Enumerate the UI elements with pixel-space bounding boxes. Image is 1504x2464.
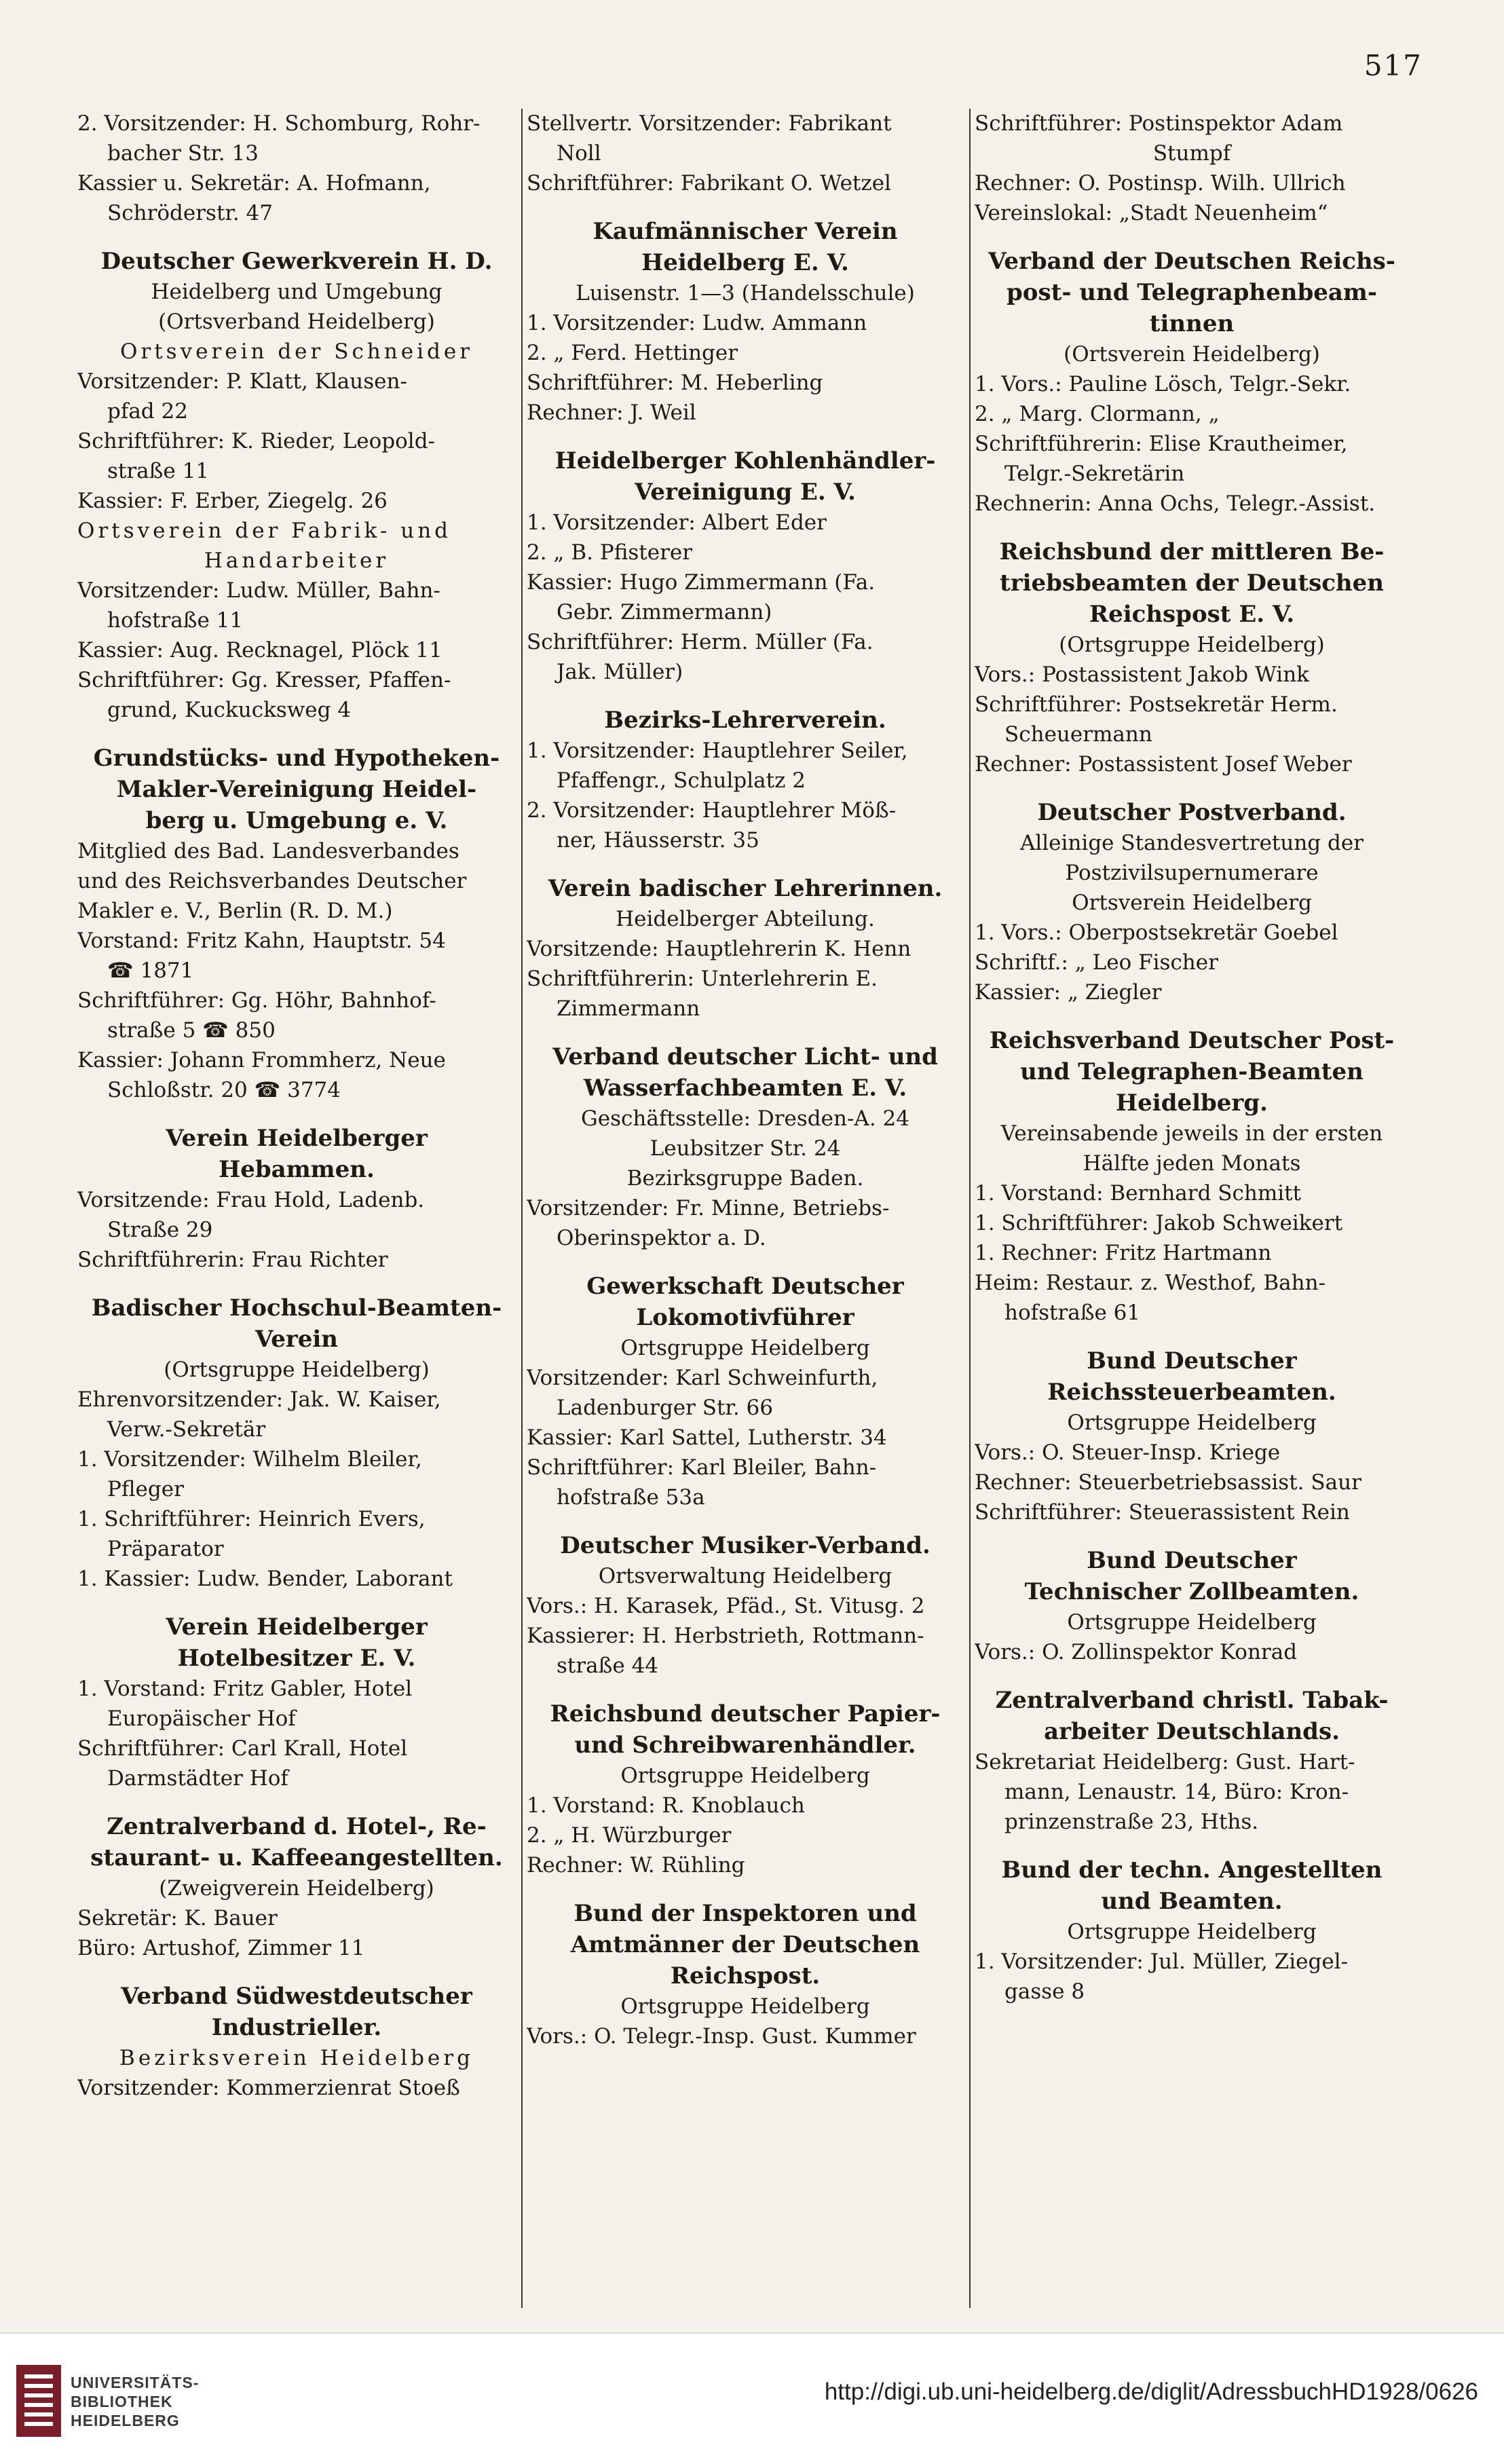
entry-line: Vorsitzende: Frau Hold, Ladenb. [77, 1188, 425, 1212]
entry-line: Büro: Artushof, Zimmer 11 [77, 1936, 365, 1960]
entry-heading: Amtmänner der Deutschen [570, 1931, 920, 1958]
entry-heading: Reichspost E. V. [1089, 601, 1295, 628]
entry-line: Sekretariat Heidelberg: Gust. Hart- [975, 1750, 1355, 1774]
entry-line: Makler e. V., Berlin (R. D. M.) [77, 899, 393, 923]
entry-line: Vorstand: Fritz Kahn, Hauptstr. 54 [77, 929, 446, 953]
entry-line: Ortsgruppe Heidelberg [620, 1336, 870, 1360]
entry-line: Kassier: Aug. Recknagel, Plöck 11 [77, 638, 443, 662]
entry-line: Bezirksverein Heidelberg [119, 2046, 474, 2070]
entry-heading: Bund der techn. Angestellten [1001, 1856, 1383, 1884]
entry-line: Stellvertr. Vorsitzender: Fabrikant [527, 111, 892, 136]
directory-columns [73, 109, 1414, 2308]
entry-line: 1. Vorsitzender: Hauptlehrer Seiler, [527, 739, 908, 763]
entry-line: 1. Kassier: Ludw. Bender, Laborant [77, 1567, 453, 1591]
entry-line: Ortsverein der Schneider [119, 339, 474, 364]
entry-heading: Reichsverband Deutscher Post- [989, 1027, 1395, 1054]
entry-line: Kassier: Karl Sattel, Lutherstr. 34 [527, 1425, 887, 1450]
entry-line: Schriftführer: Carl Krall, Hotel [77, 1736, 408, 1761]
university-library-logo-icon [15, 2364, 62, 2438]
entry-line: (Ortsverein Heidelberg) [1064, 342, 1320, 367]
entry-line: und des Reichsverbandes Deutscher [77, 869, 467, 893]
entry-heading: Gewerkschaft Deutscher [586, 1273, 904, 1300]
entry-line: Schriftführer: Postsekretär Herm. [975, 692, 1338, 717]
entry-line: Präparator [107, 1537, 224, 1561]
entry-heading: Kaufmännischer Verein [593, 218, 898, 245]
entry-line: 1. Vorsitzender: Albert Eder [527, 510, 827, 535]
entry-line: Noll [557, 141, 601, 166]
entry-line: Schriftführer: Gg. Kresser, Pfaffen- [77, 668, 451, 692]
entry-line: hofstraße 11 [107, 608, 244, 633]
entry-line: gasse 8 [1004, 1979, 1085, 2004]
entry-line: Luisenstr. 1—3 (Handelsschule) [576, 281, 915, 305]
page-number: 517 [1364, 49, 1423, 82]
entry-line: Ladenburger Str. 66 [557, 1396, 773, 1420]
entry-heading: Verband Südwestdeutscher [121, 1983, 472, 2010]
entry-heading: Badischer Hochschul-Beamten- [91, 1294, 502, 1322]
entry-heading: und Schreibwarenhändler. [574, 1732, 916, 1759]
entry-line: Vorsitzender: Fr. Minne, Betriebs- [527, 1196, 890, 1220]
entry-line: Ehrenvorsitzender: Jak. W. Kaiser, [77, 1387, 441, 1412]
entry-line: Schriftführer: Herm. Müller (Fa. [527, 630, 873, 654]
entry-line: 1. Vorstand: R. Knoblauch [527, 1793, 805, 1818]
entry-line: 2. „ Ferd. Hettinger [527, 341, 738, 365]
column-left [73, 109, 521, 2308]
entry-line: hofstraße 53a [557, 1485, 705, 1510]
entry-heading: staurant- u. Kaffeeangestellten. [90, 1844, 503, 1871]
entry-line: Schriftführer: Steuerassistent Rein [975, 1500, 1350, 1525]
entry-heading: post- und Telegraphenbeam- [1007, 279, 1377, 306]
entry-line: Darmstädter Hof [107, 1766, 288, 1791]
entry-line: straße 44 [557, 1654, 659, 1678]
entry-heading: Lokomotivführer [636, 1304, 854, 1331]
entry-heading: Vereinigung E. V. [635, 479, 856, 506]
footer-bar [0, 2332, 1504, 2464]
entry-line: Vors.: H. Karasek, Pfäd., St. Vitusg. 2 [527, 1594, 925, 1618]
entry-line: 1. Vorsitzender: Jul. Müller, Ziegel- [975, 1949, 1349, 1974]
entry-line: Vorsitzender: Kommerzienrat Stoeß [77, 2076, 460, 2100]
entry-line: Zimmermann [557, 996, 700, 1021]
entry-line: prinzenstraße 23, Hths. [1004, 1810, 1259, 1834]
entry-line: Ortsgruppe Heidelberg [1067, 1610, 1317, 1635]
entry-line: Vereinsabende jeweils in der ersten [1000, 1121, 1383, 1146]
entry-heading: Verein Heidelberger [166, 1125, 428, 1152]
entry-line: (Zweigverein Heidelberg) [159, 1876, 434, 1901]
entry-heading: arbeiter Deutschlands. [1044, 1718, 1340, 1745]
entry-line: Schriftführer: Fabrikant O. Wetzel [527, 171, 891, 195]
entry-line: 1. Vorstand: Bernhard Schmitt [975, 1181, 1302, 1206]
entry-line: Vorsitzender: P. Klatt, Klausen- [77, 369, 407, 394]
entry-line: Schriftführer: Gg. Höhr, Bahnhof- [77, 988, 436, 1013]
entry-heading: Reichsbund deutscher Papier- [550, 1700, 941, 1728]
entry-line: hofstraße 61 [1004, 1301, 1141, 1325]
entry-line: Gebr. Zimmermann) [557, 600, 772, 624]
entry-heading: Reichspost. [670, 1962, 821, 1990]
entry-line: (Ortsverband Heidelberg) [158, 310, 435, 334]
entry-line: Ortsgruppe Heidelberg [620, 1763, 870, 1788]
entry-heading: triebsbeamten der Deutschen [1000, 570, 1384, 597]
entry-heading: Deutscher Gewerkverein H. D. [100, 248, 493, 275]
entry-line: Rechner: W. Rühling [527, 1853, 745, 1878]
entry-heading: Bund Deutscher [1087, 1547, 1297, 1574]
entry-heading: Verband deutscher Licht- und [552, 1043, 938, 1070]
entry-heading: Verein [255, 1326, 339, 1353]
entry-line: 1. Vorsitzender: Wilhelm Bleiler, [77, 1447, 422, 1472]
entry-line: Europäischer Hof [107, 1706, 296, 1731]
entry-line: ☎ 1871 [107, 958, 194, 983]
entry-line: Geschäftsstelle: Dresden-A. 24 [581, 1106, 909, 1131]
entry-line: Schriftführerin: Elise Krautheimer, [975, 432, 1348, 456]
entry-heading: Hotelbesitzer E. V. [177, 1645, 416, 1672]
entry-heading: Deutscher Postverband. [1037, 799, 1347, 826]
library-name [71, 2373, 199, 2430]
entry-line: Ortsverein der Fabrik- und [77, 519, 452, 543]
entry-line: (Ortsgruppe Heidelberg) [164, 1358, 430, 1382]
entry-line: Ortsverein Heidelberg [1072, 891, 1312, 915]
entry-line: 1. Rechner: Fritz Hartmann [975, 1241, 1272, 1265]
entry-line: (Ortsgruppe Heidelberg) [1059, 633, 1325, 657]
entry-line: Postzivilsupernumerare [1065, 861, 1319, 885]
entry-line: Rechnerin: Anna Ochs, Telegr.-Assist. [975, 491, 1376, 516]
entry-line: 2. Vorsitzender: H. Schomburg, Rohr- [77, 111, 481, 136]
entry-heading: Verband der Deutschen Reichs- [988, 248, 1395, 275]
entry-heading: Heidelberger Kohlenhändler- [554, 447, 936, 474]
entry-line: Vorsitzender: Karl Schweinfurth, [527, 1366, 878, 1390]
entry-heading: Heidelberg E. V. [641, 249, 849, 276]
entry-heading: berg u. Umgebung e. V. [145, 807, 448, 834]
entry-line: 1. Vorstand: Fritz Gabler, Hotel [77, 1677, 413, 1701]
entry-heading: Grundstücks- und Hypotheken- [93, 745, 500, 772]
entry-heading: Zentralverband d. Hotel-, Re- [107, 1813, 487, 1840]
entry-heading: Industrieller. [211, 2014, 382, 2041]
entry-line: Kassier: F. Erber, Ziegelg. 26 [77, 489, 388, 513]
entry-heading: Bund der Inspektoren und [574, 1900, 917, 1927]
entry-line: straße 5 ☎ 850 [107, 1018, 276, 1043]
entry-line: Vorsitzende: Hauptlehrerin K. Henn [527, 937, 911, 961]
entry-line: grund, Kuckucksweg 4 [107, 698, 352, 722]
entry-heading: Deutscher Musiker-Verband. [560, 1532, 930, 1559]
entry-line: Ortsgruppe Heidelberg [1067, 1411, 1317, 1435]
entry-line: ner, Häusserstr. 35 [557, 828, 759, 853]
entry-line: Kassier: Johann Frommherz, Neue [77, 1048, 446, 1072]
entry-line: mann, Lenaustr. 14, Büro: Kron- [1004, 1780, 1349, 1804]
entry-line: Schriftführer: Karl Bleiler, Bahn- [527, 1455, 877, 1480]
entry-line: Vereinslokal: „Stadt Neuenheim“ [975, 201, 1328, 225]
entry-line: 1. Vors.: Oberpostsekretär Goebel [975, 920, 1338, 945]
entry-line: Kassier u. Sekretär: A. Hofmann, [77, 171, 431, 195]
entry-line: Heidelberger Abteilung. [616, 907, 875, 931]
entry-heading: Makler-Vereinigung Heidel- [116, 776, 477, 803]
entry-line: Ortsgruppe Heidelberg [1067, 1920, 1317, 1944]
entry-heading: Zentralverband christl. Tabak- [995, 1687, 1389, 1714]
entry-line: 2. „ Marg. Clormann, „ [975, 402, 1220, 426]
entry-line: Telgr.-Sekretärin [1004, 462, 1185, 486]
entry-line: Schriftführer: M. Heberling [527, 371, 823, 395]
entry-line: Mitglied des Bad. Landesverbandes [77, 839, 459, 863]
entry-line: Rechner: J. Weil [527, 400, 696, 425]
entry-line: Schröderstr. 47 [107, 201, 273, 225]
entry-line: Stumpf [1152, 141, 1231, 166]
entry-line: 2. Vorsitzender: Hauptlehrer Möß- [527, 798, 897, 823]
entry-line: Leubsitzer Str. 24 [650, 1136, 841, 1161]
entry-line: straße 11 [107, 459, 210, 483]
entry-line: Rechner: O. Postinsp. Wilh. Ullrich [975, 171, 1346, 195]
column-middle [521, 109, 969, 2308]
entry-line: Heidelberg und Umgebung [151, 280, 443, 304]
entry-line: Schloßstr. 20 ☎ 3774 [107, 1078, 341, 1102]
entry-line: Scheuermann [1004, 722, 1152, 747]
entry-line: Jak. Müller) [557, 660, 683, 684]
entry-line: Pfleger [107, 1477, 184, 1501]
entry-heading: Technischer Zollbeamten. [1024, 1578, 1359, 1605]
entry-heading: Hebammen. [219, 1156, 375, 1183]
entry-heading: Wasserfachbeamten E. V. [583, 1075, 907, 1102]
entry-line: Schriftf.: „ Leo Fischer [975, 950, 1218, 975]
entry-line: 1. Schriftführer: Heinrich Evers, [77, 1507, 426, 1531]
entry-line: Straße 29 [107, 1218, 213, 1242]
entry-line: Hälfte jeden Monats [1083, 1151, 1301, 1176]
entry-line: Vors.: O. Telegr.-Insp. Gust. Kummer [527, 2024, 916, 2049]
entry-line: Ortsverwaltung Heidelberg [598, 1564, 892, 1588]
entry-line: Sekretär: K. Bauer [77, 1906, 278, 1930]
entry-line: Schriftführerin: Frau Richter [77, 1248, 388, 1272]
entry-line: Heim: Restaur. z. Westhof, Bahn- [975, 1271, 1326, 1295]
library-name-line: BIBLIOTHEK [71, 2393, 173, 2410]
source-url[interactable]: http://digi.ub.uni-heidelberg.de/diglit/AdressbuchHD1928/0626 [824, 2378, 1478, 2405]
entry-heading: Heidelberg. [1116, 1089, 1268, 1117]
entry-line: Vors.: O. Zollinspektor Konrad [975, 1640, 1298, 1664]
entry-line: Bezirksgruppe Baden. [626, 1166, 864, 1191]
entry-line: Oberinspektor a. D. [557, 1226, 766, 1250]
entry-line: Verw.-Sekretär [107, 1417, 266, 1442]
entry-line: Alleinige Standesvertretung der [1019, 831, 1364, 855]
entry-line: Ortsgruppe Heidelberg [620, 1994, 870, 2019]
entry-heading: tinnen [1149, 310, 1235, 337]
library-name-line: UNIVERSITÄTS- [71, 2374, 200, 2391]
entry-line: Pfaffengr., Schulplatz 2 [557, 768, 806, 793]
entry-line: Vorsitzender: Ludw. Müller, Bahn- [77, 578, 440, 603]
entry-line: pfad 22 [107, 399, 188, 424]
entry-line: 2. „ H. Würzburger [527, 1823, 732, 1848]
entry-line: Kassier: „ Ziegler [975, 980, 1162, 1005]
entry-heading: Verein Heidelberger [166, 1613, 428, 1641]
entry-line: Rechner: Steuerbetriebsassist. Saur [975, 1470, 1361, 1495]
entry-line: 1. Vorsitzender: Ludw. Ammann [527, 311, 867, 335]
entry-line: 1. Schriftführer: Jakob Schweikert [975, 1211, 1343, 1235]
entry-line: Rechner: Postassistent Josef Weber [975, 752, 1352, 777]
entry-line: Kassierer: H. Herbstrieth, Rottmann- [527, 1624, 924, 1648]
column-right [969, 109, 1414, 2308]
entry-line: 1. Vors.: Pauline Lösch, Telgr.-Sekr. [975, 372, 1351, 396]
entry-heading: Verein badischer Lehrerinnen. [548, 875, 943, 902]
entry-heading: Bund Deutscher [1087, 1347, 1297, 1375]
entry-heading: Reichsbund der mittleren Be- [999, 538, 1385, 565]
entry-line: Handarbeiter [204, 548, 390, 573]
entry-line: Vors.: O. Steuer-Insp. Kriege [975, 1440, 1281, 1465]
entry-heading: Bezirks-Lehrerverein. [604, 707, 886, 734]
entry-heading: und Telegraphen-Beamten [1020, 1058, 1364, 1085]
entry-line: Schriftführer: Postinspektor Adam [975, 111, 1343, 136]
entry-line: Vors.: Postassistent Jakob Wink [975, 662, 1309, 687]
entry-line: bacher Str. 13 [107, 141, 259, 166]
library-name-line: HEIDELBERG [71, 2412, 180, 2429]
entry-line: 2. „ B. Pfisterer [527, 540, 693, 565]
entry-line: Schriftführer: K. Rieder, Leopold- [77, 429, 436, 453]
entry-line: Schriftführerin: Unterlehrerin E. [527, 967, 878, 991]
entry-heading: und Beamten. [1101, 1888, 1283, 1915]
entry-heading: Reichssteuerbeamten. [1047, 1379, 1336, 1406]
entry-line: Kassier: Hugo Zimmermann (Fa. [527, 570, 876, 595]
